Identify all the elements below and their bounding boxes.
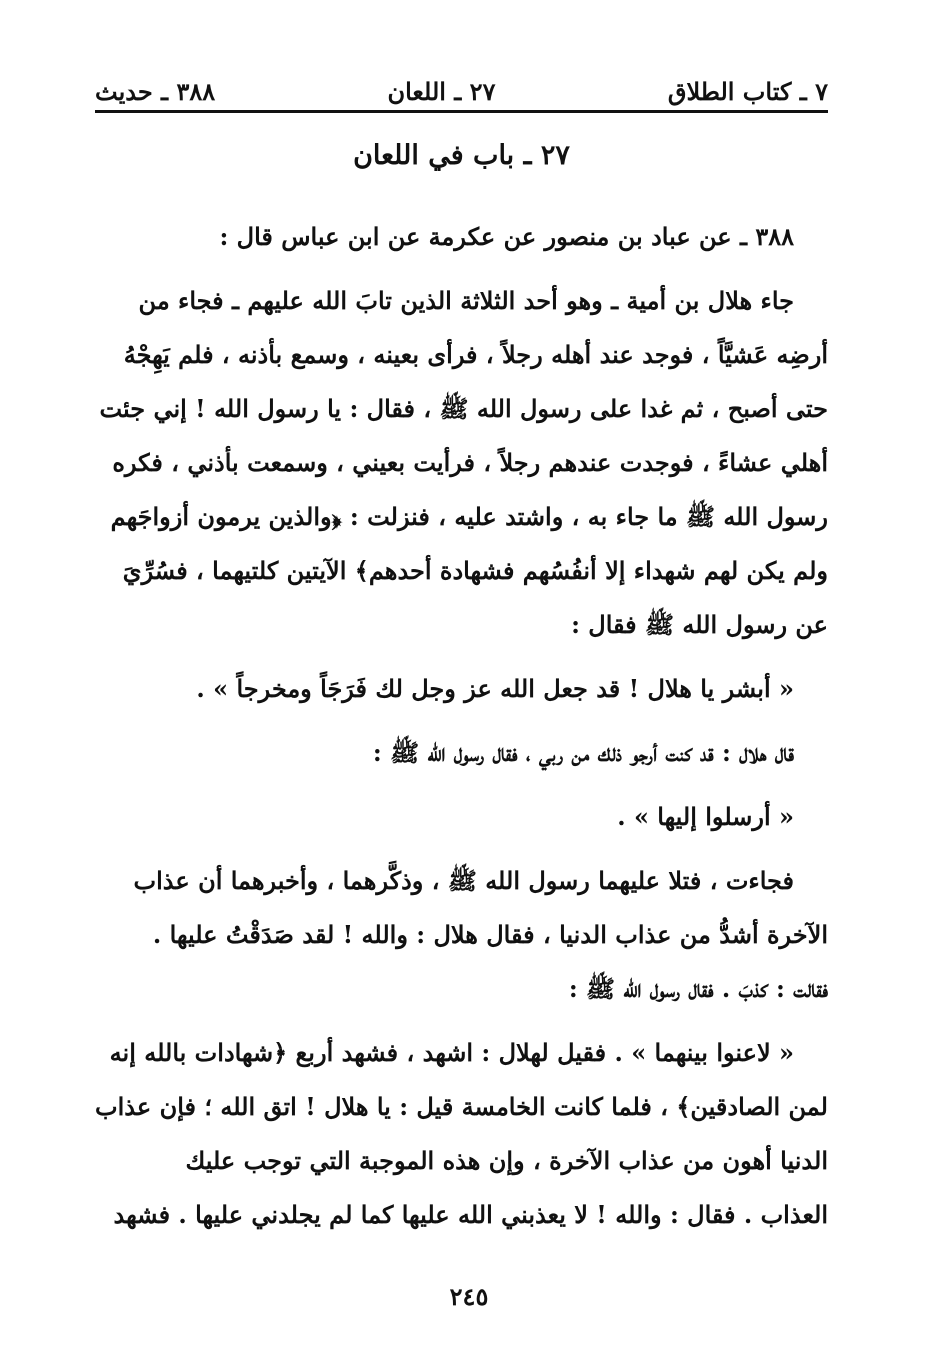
running-header (95, 66, 828, 106)
page-number: ٢٤٥ (449, 1282, 489, 1311)
text-line: ٣٨٨ ـ عن عباد بن منصور عن عكرمة عن ابن عباس قال : (219, 222, 794, 251)
header-chapter: ٧ ـ كتاب الطلاق (667, 77, 828, 106)
text-line: رسول الله ﷺ ما جاء به ، واشتد عليه ، فنزلت : ﴿والذين يرمون أزواجَهم (110, 502, 828, 531)
text-line: جاء هلال بن أمية ـ وهو أحد الثلاثة الذين تابَ الله عليهم ـ فجاء من (138, 286, 794, 315)
text-line: لمن الصادقين﴾ ، فلما كانت الخامسة قيل : يا هلال ! اتق الله ؛ فإن عذاب (95, 1092, 828, 1121)
text-line: الآخرة أشدُّ من عذاب الدنيا ، فقال هلال : والله ! لقد صَدَقْتُ عليها . (152, 920, 828, 949)
header-section: ٢٧ ـ اللعان (387, 77, 496, 106)
quote-line: « أبشر يا هلال ! قد جعل الله عز وجل لك فَرَجَاً ومخرجاً » . (196, 674, 794, 703)
text-line: أهلي عشاءً ، فوجدت عندهم رجلاً ، فرأيت بعيني ، وسمعت بأذني ، فكره (112, 448, 828, 477)
text-line: فجاءت ، فتلا عليهما رسول الله ﷺ ، وذكَّرهما ، وأخبرهما أن عذاب (133, 866, 794, 895)
header-rule (95, 110, 828, 113)
text-line: ولم يكن لهم شهداء إلا أنفُسُهم فشهادة أحدهم﴾ الآيتين كلتيهما ، فسُرِّيَ (122, 556, 828, 585)
text-line: « لاعنوا بينهما » . فقيل لهلال : اشهد ، فشهد أربع ﴿شهادات بالله إنه (109, 1038, 794, 1067)
text-line: الدنيا أهون من عذاب الآخرة ، وإن هذه الموجبة التي توجب عليك (185, 1146, 828, 1175)
text-line: العذاب . فقال : والله ! لا يعذبني الله عليها كما لم يجلدني عليها . فشهد (113, 1200, 828, 1229)
text-line: عن رسول الله ﷺ فقال : (571, 610, 828, 639)
text-line: فقالت : كذبَ . فقال رسول الله ﷺ : (568, 974, 828, 1003)
quote-line: « أرسلوا إليها » . (617, 802, 794, 831)
text-line: حتى أصبح ، ثم غدا على رسول الله ﷺ ، فقال : يا رسول الله ! إني جئت (99, 394, 828, 423)
text-line: أرضِه عَشيَّاً ، فوجد عند أهله رجلاً ، فرأى بعينه ، وسمع بأذنه ، فلم يَهِجْهُ (123, 340, 828, 369)
chapter-title: ٢٧ ـ باب في اللعان (353, 140, 570, 171)
body-text (95, 210, 828, 1242)
text-line: قال هلال : قد كنت أرجو ذلك من ربي ، فقال رسول الله ﷺ : (372, 738, 794, 767)
header-hadith-number: ٣٨٨ ـ حديث (95, 77, 216, 106)
